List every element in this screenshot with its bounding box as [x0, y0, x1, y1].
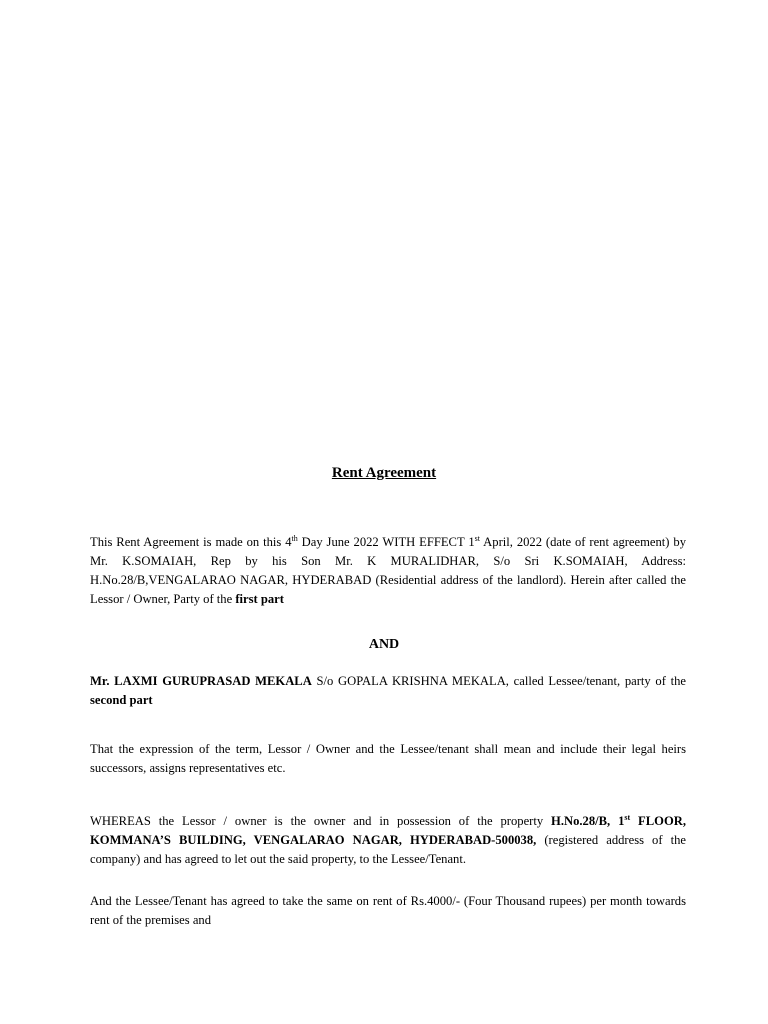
- intro-sup-th: th: [291, 534, 298, 543]
- lessee-text: S/o GOPALA KRISHNA MEKALA, called Lessee/tenant, party of the: [311, 674, 686, 688]
- intro-text-c: April, 2022 (date of rent agreement) by Mr. K.SOMAIAH, Rep by his Son Mr. K MURALIDHAR, S/o Sri K.SOMAIAH, Address: H.No.28/B,VENGALARAO NAGAR, HYDERABAD (Residential address of the landlord). Herein after called the Lessor / Owner, Party of the: [90, 535, 686, 606]
- rent-paragraph: And the Lessee/Tenant has agreed to take the same on rent of Rs.4000/- (Four Thousand rupees) per month towards rent of the premises and: [90, 894, 686, 927]
- intro-text-a: This Rent Agreement is made on this 4: [90, 535, 292, 549]
- lessee-name: Mr. LAXMI GURUPRASAD MEKALA: [90, 674, 312, 688]
- intro-sup-st: st: [474, 534, 480, 543]
- whereas-text-a: WHEREAS the Lessor / owner is the owner and in possession of the property: [90, 814, 552, 828]
- agreement-intro-paragraph: [90, 533, 686, 609]
- lessee-second-part: second part: [90, 693, 153, 707]
- property-address-b: FLOOR, KOMMANA’S BUILDING, VENGALARAO NAGAR, HYDERABAD-500038,: [90, 814, 686, 847]
- and-heading: AND: [368, 637, 400, 652]
- expression-paragraph: That the expression of the term, Lessor / Owner and the Lessee/tenant shall mean and include their legal heirs successors, assigns representatives etc.: [90, 742, 686, 775]
- whereas-paragraph: [90, 812, 686, 869]
- lessee-paragraph: [90, 672, 686, 710]
- property-sup-st: st: [624, 813, 631, 822]
- document-title: Rent Agreement: [331, 465, 437, 481]
- property-address-a: H.No.28/B, 1: [551, 814, 625, 828]
- intro-first-part: first part: [235, 592, 284, 606]
- whereas-text-b: (registered address of the company) and has agreed to let out the said property, to the Lessee/Tenant.: [90, 833, 686, 866]
- intro-text-b: Day June 2022 WITH EFFECT 1: [297, 535, 475, 549]
